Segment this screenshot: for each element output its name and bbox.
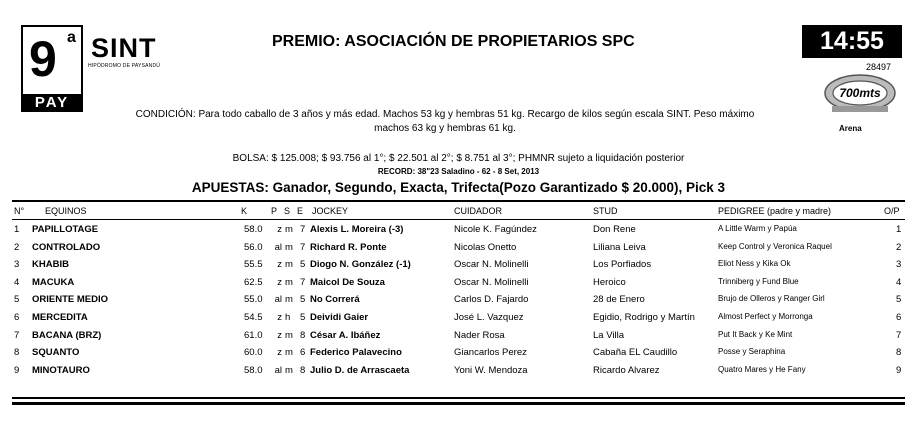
stud: Cabaña EL Caudillo — [593, 347, 678, 359]
race-number-badge — [21, 25, 81, 112]
pedigree: Quatro Mares y He Fany — [718, 364, 806, 374]
odds-position: 1 — [896, 224, 902, 235]
stud: Egidio, Rodrigo y Martín — [593, 312, 695, 323]
post: 5 — [300, 259, 306, 271]
horse-name: MACUKA — [32, 276, 75, 288]
logo-word: SINT — [91, 33, 157, 63]
col-op: O/P — [884, 206, 900, 216]
jockey: Maicol De Souza — [310, 276, 385, 288]
entry-number: 9 — [14, 364, 20, 376]
sex: z — [277, 276, 282, 288]
jockey: César A. Ibáñez — [310, 329, 381, 341]
horse-name: MERCEDITA — [32, 312, 88, 323]
col-k: K — [241, 206, 248, 216]
sex: z — [277, 259, 282, 271]
track-surface: Arena — [839, 124, 862, 133]
sex: z — [277, 224, 282, 235]
race-condition: CONDICIÓN: Para todo caballo de 3 años y más edad. Machos 53 kg y hembras 51 kg. Recargo de kilos según escala SINT. Peso máximo machos 63 kg y hembras 61 kg. — [135, 109, 755, 134]
race-ordinal: a — [67, 29, 76, 46]
pedigree: Posse y Seraphina — [718, 347, 786, 357]
table-top-rule — [12, 200, 905, 202]
stud: Heroico — [593, 276, 626, 288]
horse-name: BACANA (BRZ) — [32, 329, 102, 341]
stud: 28 de Enero — [593, 294, 645, 306]
stud: La Villa — [593, 329, 624, 341]
horse-name: ORIENTE MEDIO — [32, 294, 109, 306]
weight: 60.0 — [244, 347, 263, 359]
odds-position: 6 — [896, 312, 902, 323]
pedigree: Eliot Ness y Kika Ok — [718, 259, 791, 269]
weight: 55.0 — [244, 294, 263, 306]
sex: al — [274, 241, 282, 253]
coat: m — [285, 364, 293, 376]
bottom-rule — [12, 397, 905, 399]
sint-logo — [88, 33, 168, 73]
entry-number: 5 — [14, 294, 20, 306]
coat: m — [285, 329, 293, 341]
coat: m — [285, 224, 293, 235]
horse-name: KHABIB — [32, 259, 69, 271]
odds-position: 7 — [896, 329, 902, 341]
pedigree: Brujo de Olleros y Ranger Girl — [718, 294, 825, 304]
race-code: 28497 — [866, 62, 892, 72]
jockey: No Correrá — [310, 294, 360, 306]
weight: 58.0 — [244, 224, 263, 235]
sex: al — [274, 294, 282, 306]
post: 5 — [300, 294, 306, 306]
coat: m — [285, 241, 293, 253]
race-title: PREMIO: ASOCIACIÓN DE PROPIETARIOS SPC — [272, 33, 635, 50]
entry-number: 2 — [14, 241, 20, 253]
post: 6 — [300, 347, 306, 359]
bottom-rule-thick — [12, 402, 905, 405]
weight: 61.0 — [244, 329, 263, 341]
post: 7 — [300, 224, 306, 235]
odds-position: 5 — [896, 294, 902, 306]
coat: m — [285, 259, 293, 271]
odds-position: 9 — [896, 364, 902, 376]
post: 8 — [300, 329, 306, 341]
trainer: Nicolas Onetto — [454, 241, 517, 253]
purse-info: BOLSA: $ 125.008; $ 93.756 al 1°; $ 22.501 al 2°; $ 8.751 al 3°; PHMNR sujeto a liquidación posterior — [232, 153, 685, 164]
stud: Don Rene — [593, 224, 636, 235]
bets-info: APUESTAS: Ganador, Segundo, Exacta, Trifecta(Pozo Garantizado $ 20.000), Pick 3 — [191, 180, 726, 195]
jockey: Richard R. Ponte — [310, 241, 387, 253]
horse-name: CONTROLADO — [32, 241, 101, 253]
weight: 55.5 — [244, 259, 263, 271]
odds-position: 2 — [896, 241, 902, 253]
post: 5 — [300, 312, 306, 323]
pedigree: Trinniberg y Fund Blue — [718, 276, 799, 286]
entry-number: 7 — [14, 329, 20, 341]
horse-name: MINOTAURO — [32, 364, 90, 376]
col-e: E — [297, 206, 304, 216]
trainer: Giancarlos Perez — [454, 347, 527, 359]
race-number: 9 — [29, 31, 57, 87]
entry-number: 4 — [14, 276, 20, 288]
coat: m — [285, 347, 293, 359]
odds-position: 3 — [896, 259, 902, 271]
sex: z — [277, 347, 282, 359]
track-record: RECORD: 38"23 Saladino - 62 - 8 Set, 2013 — [377, 167, 540, 176]
col-jockey: JOCKEY — [312, 206, 349, 216]
pedigree: A Little Warm y Papúa — [718, 224, 797, 233]
race-number-box — [21, 25, 83, 96]
header-rule — [12, 219, 905, 220]
stud: Los Porfiados — [593, 259, 652, 271]
weight: 62.5 — [244, 276, 263, 288]
col-stud: STUD — [593, 206, 618, 216]
pedigree: Put It Back y Ke Mint — [718, 329, 793, 339]
coat: h — [285, 312, 291, 323]
col-p: P — [271, 206, 278, 216]
trainer: José L. Vazquez — [454, 312, 524, 323]
trainer: Yoni W. Mendoza — [454, 364, 528, 376]
weight: 58.0 — [244, 364, 263, 376]
trainer: Nicole K. Fagúndez — [454, 224, 537, 235]
col-s: S — [284, 206, 291, 216]
col-pedigree: PEDIGREE (padre y madre) — [718, 206, 832, 216]
distance-label: 700mts — [839, 86, 881, 100]
trainer: Oscar N. Molinelli — [454, 259, 529, 271]
jockey: Alexis L. Moreira (-3) — [310, 224, 404, 235]
weight: 54.5 — [244, 312, 263, 323]
horse-name: PAPILLOTAGE — [32, 224, 99, 235]
pay-label: PAY — [21, 94, 83, 112]
entry-number: 8 — [14, 347, 20, 359]
post: 8 — [300, 364, 306, 376]
col-cuidador: CUIDADOR — [454, 206, 503, 216]
col-no: N° — [14, 206, 25, 216]
sex: al — [274, 364, 282, 376]
odds-position: 4 — [896, 276, 902, 288]
pedigree: Keep Control y Veronica Raquel — [718, 241, 832, 251]
track-distance-icon — [822, 72, 898, 116]
entry-number: 3 — [14, 259, 20, 271]
jockey: Deividi Gaier — [310, 312, 369, 323]
post: 7 — [300, 241, 306, 253]
entry-number: 6 — [14, 312, 20, 323]
post-time: 14:55 — [802, 25, 902, 58]
col-equinos: EQUINOS — [45, 206, 87, 216]
pedigree: Almost Perfect y Morronga — [718, 312, 813, 321]
sex: z — [277, 329, 282, 341]
jockey: Julio D. de Arrascaeta — [310, 364, 410, 376]
sex: z — [277, 312, 282, 323]
post: 7 — [300, 276, 306, 288]
coat: m — [285, 276, 293, 288]
stud: Ricardo Alvarez — [593, 364, 660, 376]
logo-subtitle: HIPÓDROMO DE PAYSANDÚ — [88, 63, 161, 69]
jockey: Diogo N. González (-1) — [310, 259, 411, 271]
odds-position: 8 — [896, 347, 902, 359]
weight: 56.0 — [244, 241, 263, 253]
trainer: Nader Rosa — [454, 329, 505, 341]
stud: Liliana Leiva — [593, 241, 646, 253]
trainer: Oscar N. Molinelli — [454, 276, 529, 288]
jockey: Federico Palavecino — [310, 347, 402, 359]
horse-name: SQUANTO — [32, 347, 80, 359]
coat: m — [285, 294, 293, 306]
trainer: Carlos D. Fajardo — [454, 294, 529, 306]
entry-number: 1 — [14, 224, 20, 235]
